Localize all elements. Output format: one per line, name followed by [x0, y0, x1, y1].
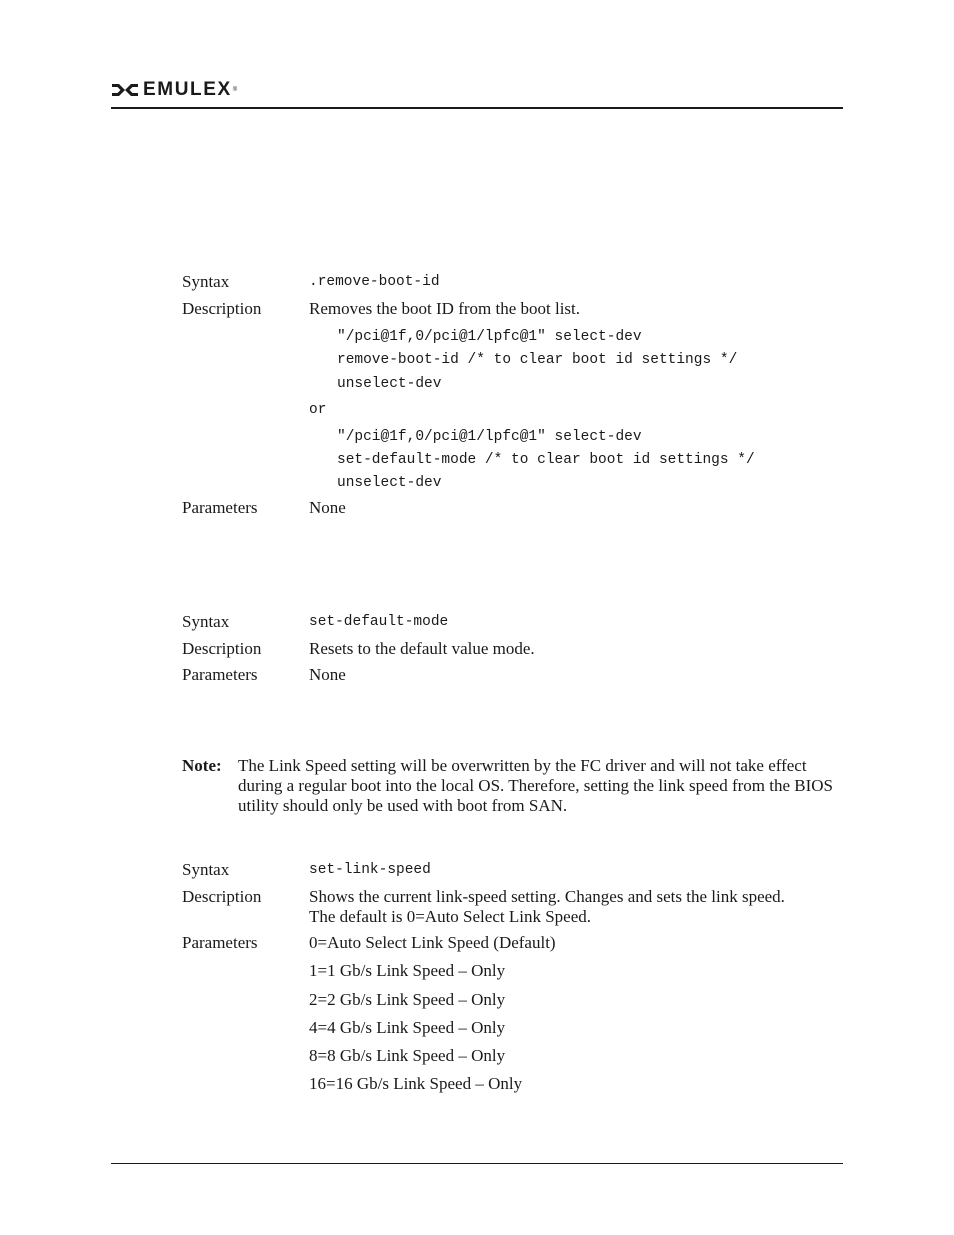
description-value: Removes the boot ID from the boot list. [309, 299, 581, 318]
code-line: "/pci@1f,0/pci@1/lpfc@1" select-dev [337, 429, 642, 445]
parameters-value: None [309, 665, 346, 684]
description-label: Description [182, 887, 262, 906]
description-value-line1: Shows the current link-speed setting. Changes and sets the link speed. [309, 887, 785, 906]
syntax-label: Syntax [182, 612, 230, 631]
note-text: The Link Speed setting will be overwritten by the FC driver and will not take effect during a regular boot into the local OS. Therefore, setting the link speed from the BIOS utility should only be used with boot from SAN. [238, 756, 834, 815]
parameter-item: 2=2 Gb/s Link Speed – Only [309, 990, 506, 1009]
code-line: unselect-dev [337, 475, 442, 491]
parameters-label: Parameters [182, 665, 258, 684]
parameters-label: Parameters [182, 498, 258, 517]
description-value: Resets to the default value mode. [309, 639, 535, 658]
description-label: Description [182, 639, 262, 658]
code-line: "/pci@1f,0/pci@1/lpfc@1" select-dev [337, 329, 642, 345]
syntax-value: .remove-boot-id [309, 274, 440, 290]
note-label: Note: [182, 756, 222, 775]
parameters-label: Parameters [182, 933, 258, 952]
brand-name: EMULEX [143, 79, 232, 100]
description-label: Description [182, 299, 262, 318]
footer-rule [111, 1163, 843, 1164]
header-rule [111, 107, 843, 109]
parameters-value: None [309, 498, 346, 517]
parameter-item: 0=Auto Select Link Speed (Default) [309, 933, 556, 952]
parameter-item: 8=8 Gb/s Link Speed – Only [309, 1046, 506, 1065]
trademark-symbol: ® [232, 87, 238, 93]
code-line: set-default-mode /* to clear boot id settings */ [337, 452, 755, 468]
syntax-value: set-default-mode [309, 614, 449, 630]
syntax-label: Syntax [182, 860, 230, 879]
code-line: remove-boot-id /* to clear boot id settings */ [337, 352, 738, 368]
description-value-line2: The default is 0=Auto Select Link Speed. [309, 907, 591, 926]
or-text: or [309, 402, 327, 418]
parameter-item: 1=1 Gb/s Link Speed – Only [309, 961, 506, 980]
syntax-label: Syntax [182, 272, 230, 291]
emulex-logo [111, 80, 237, 100]
syntax-value: set-link-speed [309, 862, 431, 878]
code-line: unselect-dev [337, 376, 442, 392]
parameter-item: 4=4 Gb/s Link Speed – Only [309, 1018, 506, 1037]
emulex-mark-icon [111, 82, 139, 98]
parameter-item: 16=16 Gb/s Link Speed – Only [309, 1074, 523, 1093]
